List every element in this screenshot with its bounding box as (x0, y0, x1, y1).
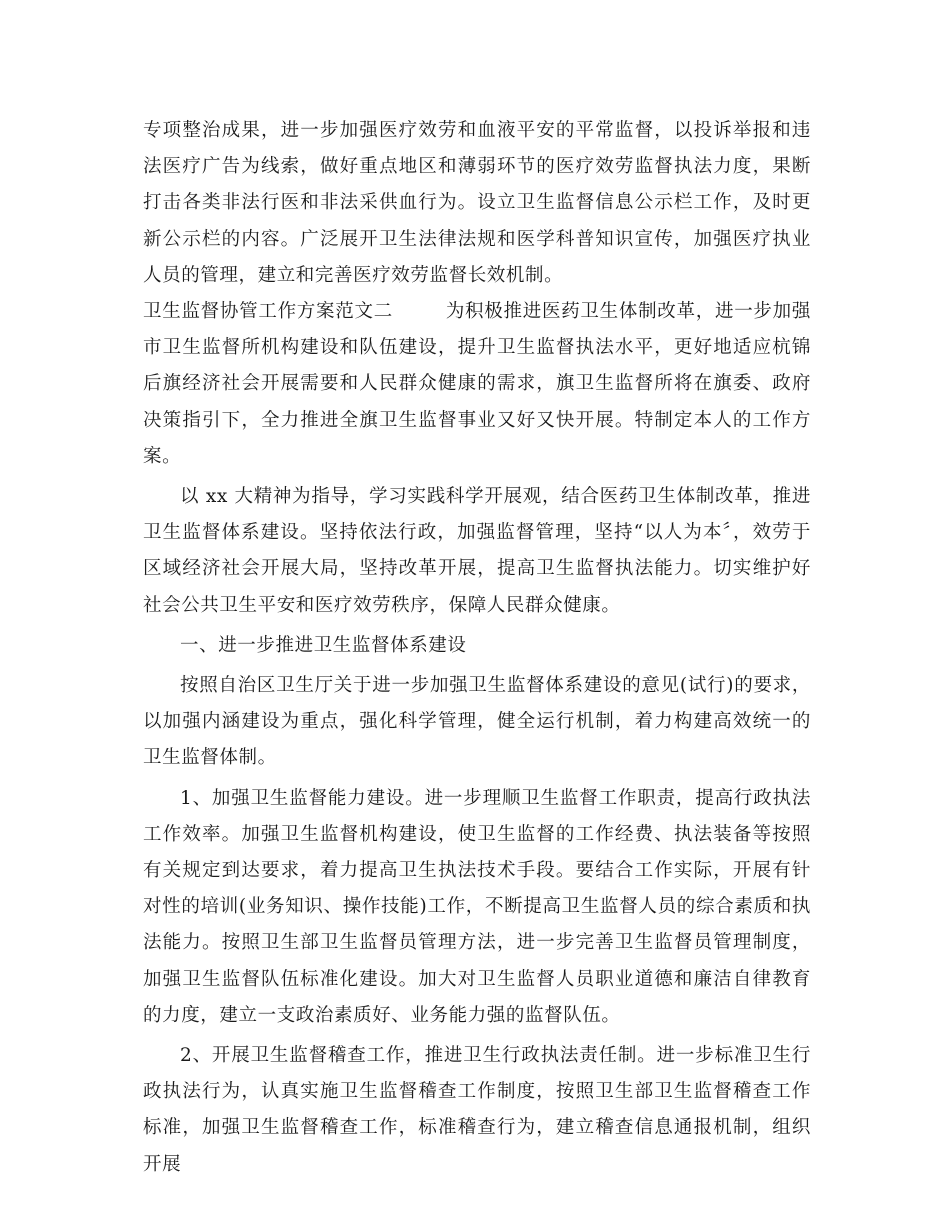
title-spacer (393, 301, 446, 322)
paragraph-section-title (143, 294, 811, 475)
paragraph-section-one-intro: 按照自治区卫生厅关于进一步加强卫生监督体系建设的意见(试行)的要求，以加强内涵建设为重点，强化科学管理，健全运行机制，着力构建高效统一的卫生监督体制。 (143, 675, 811, 769)
heading-section-one: 一、进一步推进卫生监督体系建设 (180, 634, 467, 656)
paragraph-item-2: 2、开展卫生监督稽查工作，推进卫生行政执法责任制。进一步标准卫生行政执法行为，认真实施卫生监督稽查工作制度，按照卫生部卫生监督稽查工作标准，加强卫生监督稽查工作，标准稽查行为，建立稽查信息通报机制，组织开展 (143, 1045, 811, 1175)
paragraph-continuation: 专项整治成果，进一步加强医疗效劳和血液平安的平常监督，以投诉举报和违法医疗广告为线索，做好重点地区和薄弱环节的医疗效劳监督执法力度，果断打击各类非法行医和非法采供血行为。设立卫生监督信息公示栏工作，及时更新公示栏的内容。广泛展开卫生法律法规和医学科普知识宣传，加强医疗执业人员的管理，建立和完善医疗效劳监督长效机制。 (143, 120, 811, 286)
section-intro: 为积极推进医药卫生体制改革，进一步加强市卫生监督所机构建设和队伍建设，提升卫生监督执法水平，更好地适应杭锦后旗经济社会开展需要和人民群众健康的需求，旗卫生监督所将在旗委、政府决策指引下，全力推进全旗卫生监督事业又好又快开展。特制定本人的工作方案。 (143, 301, 811, 467)
document-page (143, 113, 811, 1183)
section-title: 卫生监督协管工作方案范文二 (143, 301, 393, 323)
paragraph-item-1: 1、加强卫生监督能力建设。进一步理顺卫生监督工作职责，提高行政执法工作效率。加强卫生监督机构建设，使卫生监督的工作经费、执法装备等按照有关规定到达要求，着力提高卫生执法技术手段。要结合工作实际，开展有针对性的培训(业务知识、操作技能)工作，不断提高卫生监督人员的综合素质和执法能力。按照卫生部卫生监督员管理方法，进一步完善卫生监督员管理制度，加强卫生监督队伍标准化建设。加大对卫生监督人员职业道德和廉洁自律教育的力度，建立一支政治素质好、业务能力强的监督队伍。 (143, 787, 811, 1026)
paragraph-guiding-principle: 以 xx 大精神为指导，学习实践科学开展观，结合医药卫生体制改革，推进卫生监督体系建设。坚持依法行政，加强监督管理，坚持“以人为本〞，效劳于区域经济社会开展大局，坚持改革开展，提高卫生监督执法能力。切实维护好社会公共卫生平安和医疗效劳秩序，保障人民群众健康。 (143, 486, 811, 616)
